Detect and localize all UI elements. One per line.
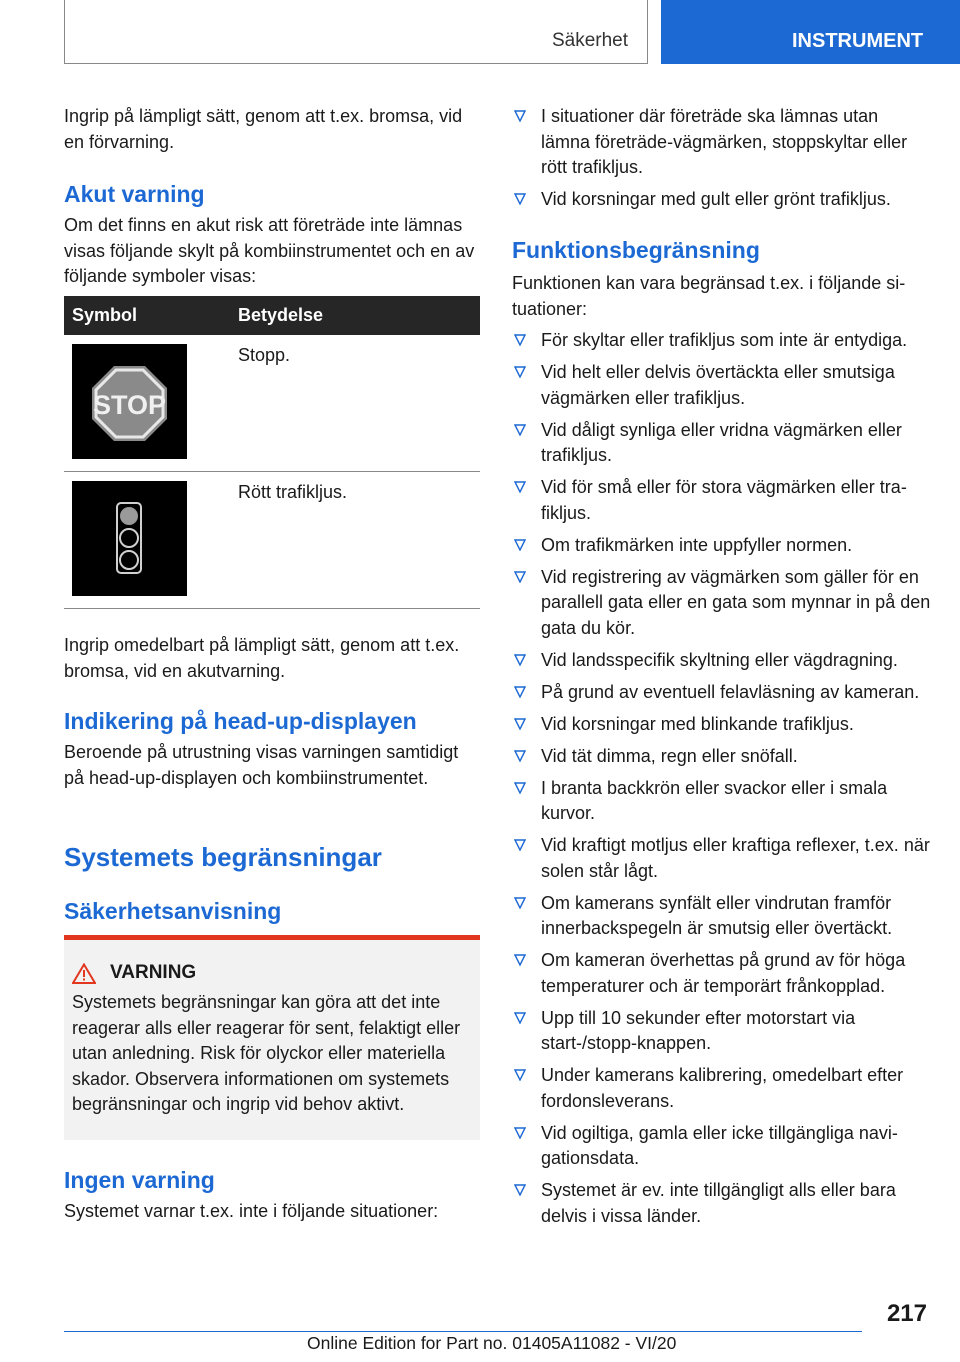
list-item: Systemet är ev. inte tillgängligt alls eller bara delvis i vissa länder. [512, 1178, 932, 1229]
list-item: Vid korsningar med blinkande trafikljus. [512, 712, 932, 738]
list-item: I situationer där företräde ska lämnas utan lämna företräde-vägmärken, stoppskyltar eller rött trafikljus. [512, 104, 932, 181]
list-item: Vid registrering av vägmärken som gäller för en parallell gata eller en gata som mynnar in på den gata du kör. [512, 565, 932, 642]
list-item: Vid ogiltiga, gamla eller icke tillgängliga navigationsdata. [512, 1121, 932, 1172]
list-item: Vid helt eller delvis övertäckta eller smutsiga vägmärken eller trafikljus. [512, 360, 932, 411]
table-header-symbol: Symbol [64, 296, 230, 335]
list-item: Vid tät dimma, regn eller snöfall. [512, 744, 932, 770]
header-chapter-tab[interactable]: INSTRUMENT [661, 0, 960, 64]
akut-paragraph: Om det finns en akut risk att företräde inte lämnas visas följande skylt på kombiinstrumentet och en av följande symboler visas: [64, 215, 475, 286]
list-item: För skyltar eller trafikljus som inte är entydiga. [512, 328, 932, 354]
no-warning-heading: Ingen varning [64, 1167, 215, 1193]
symbol-table [64, 296, 480, 609]
list-item: Om kameran överhettas på grund av för höga temperaturer och är temporärt frånkopplad. [512, 948, 932, 999]
after-table-paragraph: Ingrip omedelbart på lämpligt sätt, genom att t.ex. bromsa, vid en akutvarning. [64, 635, 460, 681]
list-item: Vid för små eller för stora vägmärken eller trafikljus. [512, 475, 932, 526]
list-item: Om trafikmärken inte uppfyller normen. [512, 533, 932, 559]
svg-text:STOP: STOP [92, 390, 167, 420]
list-item: I branta backkrön eller svackor eller i smala kurvor. [512, 776, 932, 827]
hud-paragraph: Beroende på utrustning visas varningen samtidigt på head-up-displayen och kombiinstrumentet. [64, 742, 459, 788]
list-item: Vid landsspecifik skyltning eller vägdragning. [512, 648, 932, 674]
function-limits-heading: Funktionsbegränsning [512, 237, 760, 263]
warning-box [64, 935, 480, 1140]
list-item: Upp till 10 sekunder efter motorstart via start-/stopp-knappen. [512, 1006, 932, 1057]
red-traffic-light-icon [72, 481, 187, 596]
limits-heading: Systemets begränsningar [64, 842, 382, 872]
meaning-red-light: Rött trafikljus. [230, 472, 480, 609]
list-item: Om kamerans synfält eller vindrutan framför innerbackspegeln är smutsig eller övertäckt. [512, 891, 932, 942]
page-number: 217 [886, 1300, 927, 1327]
meaning-stop: Stopp. [230, 335, 480, 472]
akut-heading: Akut varning [64, 181, 205, 207]
table-header-meaning: Betydelse [230, 296, 480, 335]
no-warning-list [512, 104, 932, 219]
footer-edition: Online Edition for Part no. 01405A11082 - VI/20 [307, 1333, 677, 1353]
function-limits-paragraph: Funktionen kan vara begränsad t.ex. i följande situationer: [512, 273, 906, 319]
list-item: Vid kraftigt motljus eller kraftiga reflexer, t.ex. när solen står lågt. [512, 833, 932, 884]
safety-heading: Säkerhetsanvisning [64, 898, 282, 924]
no-warning-paragraph: Systemet varnar t.ex. inte i följande situationer: [64, 1201, 439, 1221]
footer-divider [64, 1331, 862, 1332]
list-item: Vid dåligt synliga eller vridna vägmärken eller trafikljus. [512, 418, 932, 469]
stop-sign-icon [72, 344, 187, 459]
warning-text: Systemets begränsningar kan göra att det inte reagerar alls eller reagerar för sent, felaktigt eller utan anledning. Risk för olyckor eller materiella skador. Observera informationen om systemets begränsningar och ingrip vid behov aktivt. [72, 992, 461, 1114]
table-row [64, 472, 480, 609]
warning-triangle-icon [72, 963, 96, 984]
hud-heading: Indikering på head-up-displayen [64, 708, 417, 734]
function-limits-list [512, 328, 932, 1236]
warning-label: VARNING [110, 962, 197, 983]
list-item: Vid korsningar med gult eller grönt trafikljus. [512, 187, 932, 213]
list-item: Under kamerans kalibrering, omedelbart efter fordonsleverans. [512, 1063, 932, 1114]
header-section-title: Säkerhet [551, 30, 628, 51]
list-item: På grund av eventuell felavläsning av kameran. [512, 680, 932, 706]
intro-paragraph: Ingrip på lämpligt sätt, genom att t.ex. bromsa, vid en förvarning. [64, 106, 463, 152]
table-row [64, 335, 480, 472]
